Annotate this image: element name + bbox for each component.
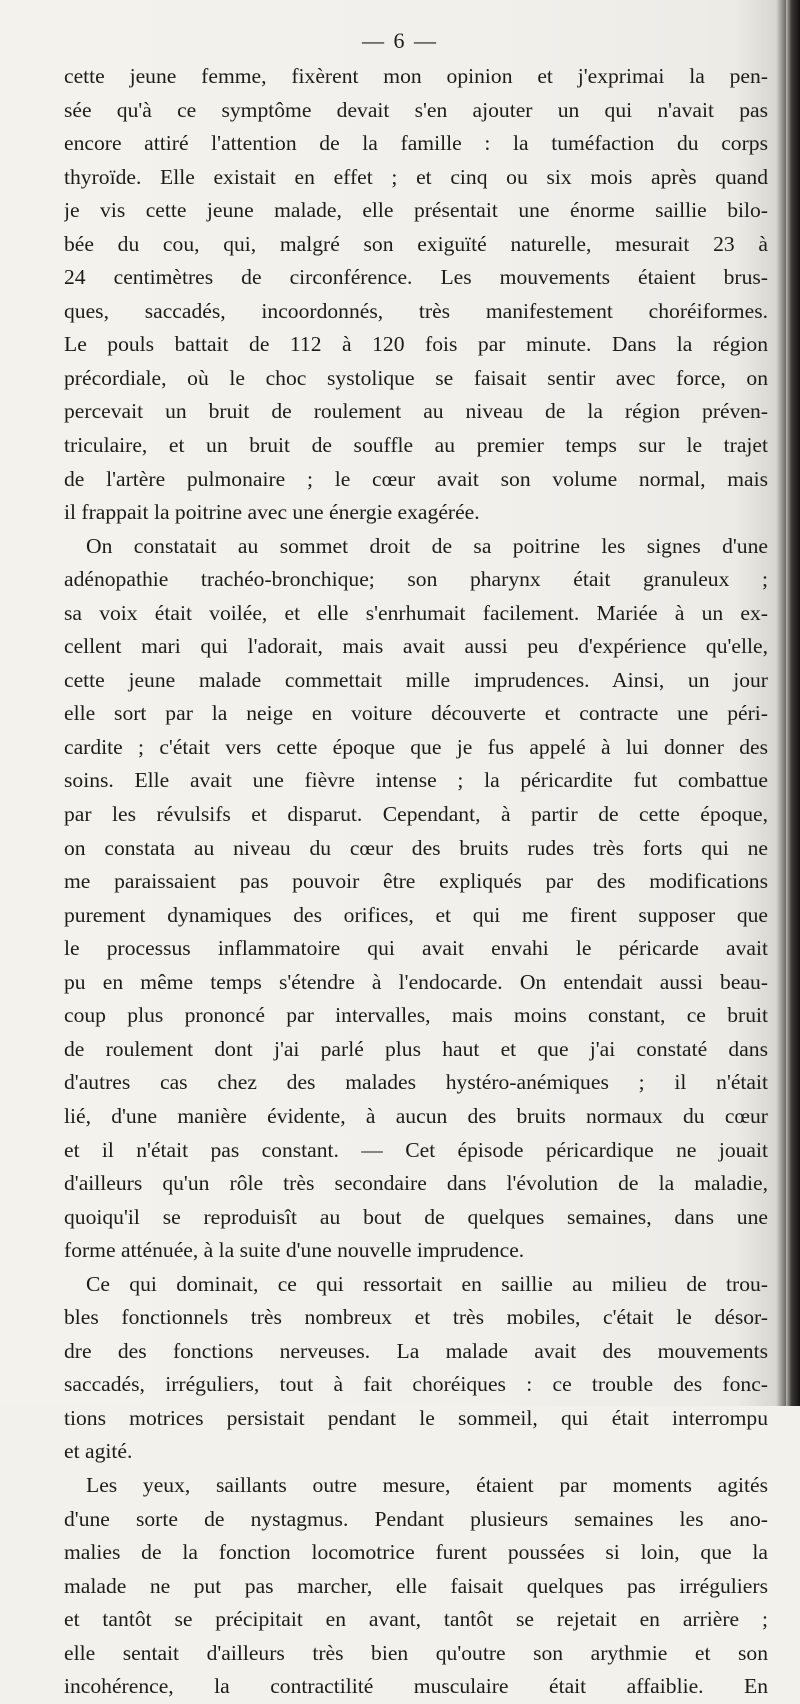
body-text — [64, 60, 768, 1704]
text-line: sa voix était voilée, et elle s'enrhumait facilement. Mariée à un ex- — [64, 600, 768, 625]
text-line: et il n'était pas constant. — Cet épisode péricardique ne jouait — [64, 1137, 768, 1162]
text-line: il frappait la poitrine avec une énergie exagérée. — [64, 500, 480, 525]
text-line: le processus inflammatoire qui avait envahi le péricarde avait — [64, 936, 768, 961]
text-line: par les révulsifs et disparut. Cependant, à partir de cette époque, — [64, 802, 768, 827]
text-line: forme atténuée, à la suite d'une nouvelle imprudence. — [64, 1238, 525, 1263]
text-line: malade ne put pas marcher, elle faisait quelques pas irréguliers — [64, 1573, 768, 1598]
page-binding-edge — [786, 0, 800, 1406]
text-line: triculaire, et un bruit de souffle au premier temps sur le trajet — [64, 433, 768, 458]
text-line: précordiale, où le choc systolique se faisait sentir avec force, on — [64, 365, 768, 390]
text-line: de l'artère pulmonaire ; le cœur avait son volume normal, mais — [64, 466, 768, 491]
text-line: elle sort par la neige en voiture découverte et contracte une péri- — [64, 701, 768, 726]
text-line: d'ailleurs qu'un rôle très secondaire dans l'évolution de la maladie, — [64, 1171, 768, 1196]
text-line: sée qu'à ce symptôme devait s'en ajouter un qui n'avait pas — [64, 97, 768, 122]
text-line: d'autres cas chez des malades hystéro-anémiques ; il n'était — [64, 1070, 768, 1095]
text-line: Les yeux, saillants outre mesure, étaient par moments agités — [86, 1472, 768, 1497]
page-number: — 6 — — [362, 28, 438, 53]
paragraph — [64, 1268, 768, 1469]
text-line: elle sentait d'ailleurs très bien qu'outre son arythmie et son — [64, 1640, 768, 1665]
text-line: et tantôt se précipitait en avant, tantôt se rejetait en arrière ; — [64, 1607, 768, 1632]
text-line: percevait un bruit de roulement au niveau de la région préven- — [64, 399, 768, 424]
text-line: cardite ; c'était vers cette époque que je fus appelé à lui donner des — [64, 734, 768, 759]
paragraph — [64, 60, 768, 530]
text-line: d'une sorte de nystagmus. Pendant plusieurs semaines les ano- — [64, 1506, 768, 1531]
text-line: saccadés, irréguliers, tout à fait choréiques : ce trouble des fonc- — [64, 1372, 768, 1397]
paragraph — [64, 1469, 768, 1704]
text-line: tions motrices persistait pendant le sommeil, qui était interrompu — [64, 1405, 768, 1430]
text-line: me paraissaient pas pouvoir être expliqués par des modifications — [64, 869, 768, 894]
text-line: pu en même temps s'étendre à l'endocarde. On entendait aussi beau- — [64, 969, 768, 994]
text-line: Ce qui dominait, ce qui ressortait en saillie au milieu de trou- — [86, 1271, 768, 1296]
text-line: incohérence, la contractilité musculaire était affaiblie. En — [64, 1674, 768, 1699]
text-line: Le pouls battait de 112 à 120 fois par minute. Dans la région — [64, 332, 768, 357]
text-line: dre des fonctions nerveuses. La malade avait des mouvements — [64, 1338, 768, 1363]
text-line: bée du cou, qui, malgré son exiguïté naturelle, mesurait 23 à — [64, 231, 768, 256]
text-line: cette jeune malade commettait mille imprudences. Ainsi, un jour — [64, 667, 768, 692]
text-line: cellent mari qui l'adorait, mais avait aussi peu d'expérience qu'elle, — [64, 634, 768, 659]
text-line: purement dynamiques des orifices, et qui me firent supposer que — [64, 902, 768, 927]
paragraph — [64, 530, 768, 1268]
text-line: on constata au niveau du cœur des bruits rudes très forts qui ne — [64, 835, 768, 860]
text-line: cette jeune femme, fixèrent mon opinion et j'exprimai la pen- — [64, 64, 768, 88]
text-line: soins. Elle avait une fièvre intense ; la péricardite fut combattue — [64, 768, 768, 793]
text-line: bles fonctionnels très nombreux et très mobiles, c'était le désor- — [64, 1305, 768, 1330]
text-line: coup plus prononcé par intervalles, mais moins constant, ce bruit — [64, 1003, 768, 1028]
text-line: ques, saccadés, incoordonnés, très manifestement choréiformes. — [64, 298, 768, 323]
text-line: de roulement dont j'ai parlé plus haut et que j'ai constaté dans — [64, 1036, 768, 1061]
text-line: encore attiré l'attention de la famille : la tuméfaction du corps — [64, 131, 768, 156]
text-line: malies de la fonction locomotrice furent poussées si loin, que la — [64, 1540, 768, 1565]
text-line: On constatait au sommet droit de sa poitrine les signes d'une — [86, 533, 768, 558]
text-line: et agité. — [64, 1439, 133, 1464]
text-line: adénopathie trachéo-bronchique; son pharynx était granuleux ; — [64, 567, 768, 592]
text-line: 24 centimètres de circonférence. Les mouvements étaient brus- — [64, 265, 768, 290]
text-line: je vis cette jeune malade, elle présentait une énorme saillie bilo- — [64, 198, 768, 223]
text-line: thyroïde. Elle existait en effet ; et cinq ou six mois après quand — [64, 164, 768, 189]
text-line: quoiqu'il se reproduisît au bout de quelques semaines, dans une — [64, 1204, 768, 1229]
text-line: lié, d'une manière évidente, à aucun des bruits normaux du cœur — [64, 1103, 768, 1128]
